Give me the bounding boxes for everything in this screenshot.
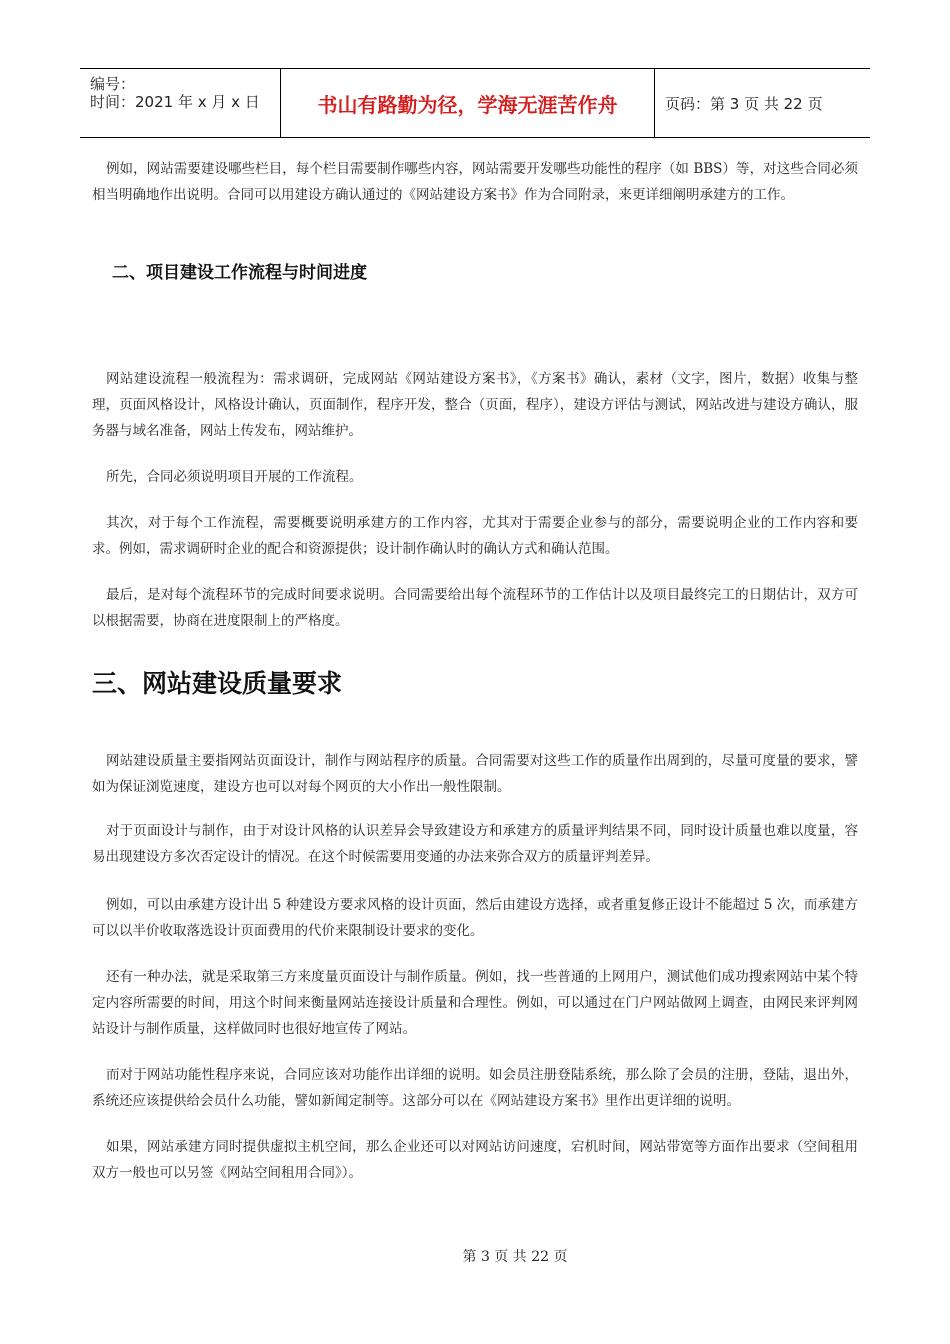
- page-header: [80, 68, 870, 138]
- paragraph: 网站建设流程一般流程为：需求调研，完成网站《网站建设方案书》，《方案书》确认，素材（文字，图片，数据）收集与整理，页面风格设计，风格设计确认，页面制作，程序开发，整合（页面，程序），建设方评估与测试，网站改进与建设方确认，服务器与域名准备，网站上传发布，网站维护。: [92, 371, 858, 439]
- page-footer: 第 3 页 共 22 页: [462, 1249, 568, 1265]
- document-number-label: 编号：: [90, 75, 136, 93]
- header-page-info: 页码：第 3 页 共 22 页: [665, 94, 823, 113]
- section-heading-2: 二、项目建设工作流程与时间进度: [112, 263, 367, 283]
- paragraph: 网站建设质量主要指网站页面设计，制作与网站程序的质量。合同需要对这些工作的质量作出周到的，尽量可度量的要求，譬如为保证浏览速度，建设方也可以对每个网页的大小作出一般性限制。: [92, 753, 858, 795]
- paragraph: 所先，合同必须说明项目开展的工作流程。: [106, 469, 363, 485]
- header-meta-cell: [80, 69, 281, 137]
- paragraph: 其次，对于每个工作流程，需要概要说明承建方的工作内容，尤其对于需要企业参与的部分，需要说明企业的工作内容和要求。例如，需求调研时企业的配合和资源提供；设计制作确认时的确认方式和确认范围。: [92, 515, 858, 557]
- paragraph: 而对于网站功能性程序来说，合同应该对功能作出详细的说明。如会员注册登陆系统，那么除了会员的注册，登陆，退出外，系统还应该提供给会员什么功能，譬如新闻定制等。这部分可以在《网站建设方案书》里作出更详细的说明。: [92, 1067, 858, 1109]
- header-motto: 书山有路勤为径，学海无涯苦作舟: [281, 69, 655, 137]
- section-heading-3: 三、网站建设质量要求: [92, 669, 343, 698]
- paragraph: 还有一种办法，就是采取第三方来度量页面设计与制作质量。例如，找一些普通的上网用户，测试他们成功搜索网站中某个特定内容所需要的时间，用这个时间来衡量网站连接设计质量和合理性。例如，可以通过在门户网站做网上调查，由网民来评判网站设计与制作质量，这样做同时也很好地宣传了网站。: [92, 969, 858, 1037]
- paragraph: 最后，是对每个流程环节的完成时间要求说明。合同需要给出每个流程环节的工作估计以及项目最终完工的日期估计，双方可以根据需要，协商在进度限制上的严格度。: [92, 587, 858, 629]
- paragraph: 例如，可以由承建方设计出 5 种建设方要求风格的设计页面，然后由建设方选择，或者重复修正设计不能超过 5 次，而承建方可以以半价收取落选设计页面费用的代价来限制设计要求的变化。: [92, 897, 858, 939]
- paragraph: 对于页面设计与制作，由于对设计风格的认识差异会导致建设方和承建方的质量评判结果不同，同时设计质量也难以度量，容易出现建设方多次否定设计的情况。在这个时候需要用变通的办法来弥合双方的质量评判差异。: [92, 823, 858, 865]
- paragraph: 如果，网站承建方同时提供虚拟主机空间，那么企业还可以对网站访问速度，宕机时间，网站带宽等方面作出要求（空间租用双方一般也可以另签《网站空间租用合同》）。: [92, 1139, 858, 1181]
- document-time-label: 时间：2021 年 x 月 x 日: [90, 93, 260, 111]
- paragraph: 例如，网站需要建设哪些栏目，每个栏目需要制作哪些内容，网站需要开发哪些功能性的程序（如 BBS）等，对这些合同必须相当明确地作出说明。合同可以用建设方确认通过的《网站建设方案书》作为合同附录，来更详细阐明承建方的工作。: [92, 161, 858, 203]
